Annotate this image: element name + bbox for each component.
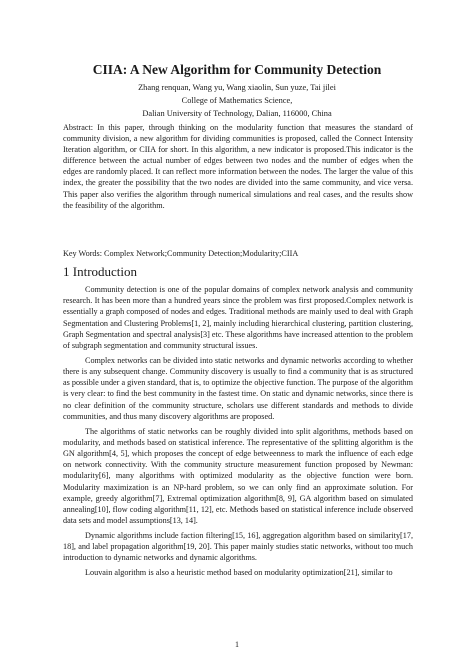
- introduction-body: [63, 284, 413, 582]
- paragraph: Louvain algorithm is also a heuristic method based on modularity optimization[21], similar to: [85, 568, 393, 578]
- paragraph: Community detection is one of the popular domains of complex network analysis and community research. It has been more than a hundred years since the problem was first proposed.Complex network is essentially a graph composed of nodes and edges. Traditional methods are mainly used to deal with Graph Segmentation and Clustering Problems[1, 2], mainly including hierarchical clustering, partition clustering, Graph Segmentation and spectral analysis[3] etc. These algorithms have increased attention to the problem of subgraph segmentation and community structural issues.: [63, 285, 413, 351]
- keywords: Key Words: Complex Network;Community Detection;Modularity;CIIA: [63, 249, 299, 258]
- paragraph: The algorithms of static networks can be roughly divided into split algorithms, methods based on modularity, and methods based on statistical inference. The representative of the splitting algorithm is the GN algorithm[4, 5], which proposes the concept of edge betweenness to mark the influence of each edge on network connectivity. With the community structure measurement function proposed by Newman: modularity[6], many algorithms with optimized modularity as the objective function were born. Modularity maximization is an NP-hard problem, so we can only find an approximate solution. For example, greedy algorithm[7], Extremal optimization algorithm[8, 9], GA algorithm based on simulated annealing[10], flow coding algorithm[11, 12], etc. Methods based on statistical inference include observed data sets and model assumptions[13, 14].: [63, 426, 413, 526]
- authors: Zhang renquan, Wang yu, Wang xiaolin, Sun yuze, Tai jilei: [138, 83, 336, 92]
- paragraph: Dynamic algorithms include faction filtering[15, 16], aggregation algorithm based on similarity[17, 18], and label propagation algorithm[19, 20]. This paper mainly studies static networks, without too much introduction to dynamic networks and dynamic algorithms.: [63, 531, 413, 563]
- page-number: 1: [235, 640, 239, 649]
- paragraph: Complex networks can be divided into static networks and dynamic networks according to whether there is any subsequent change. Community discovery is usually to find a community that is as structured as possible under a given standard, that is, to optimize the objective function. The purpose of the algorithm is very clear: to find the best community in the fastest time. On static and dynamic networks, since there is no clear definition of the community structure, scholars use different standards and methods to divide communities, and thus many discovery algorithms are proposed.: [63, 355, 414, 421]
- abstract: Abstract: In this paper, through thinking on the modularity function that measures the standard of community division, a new algorithm for dividing communities is proposed, called the Connect Intensity Iteration algorithm, or CIIA for short. In this algorithm, a new indicator is proposed.This indicator is the difference between the actual number of edges between two nodes and the number of edges when the edges are randomly placed. It can reflect more information between the nodes. The larger the value of this index, the greater the possibility that the two nodes are divided into the same community, and vice versa. This paper also verifies the algorithm through numerical simulations and real cases, and the results show the feasibility of the algorithm.: [63, 123, 413, 210]
- paper-title: CIIA: A New Algorithm for Community Detection: [92, 62, 382, 77]
- section-heading-introduction: 1 Introduction: [63, 264, 138, 279]
- affiliation-university: Dalian University of Technology, Dalian, 116000, China: [142, 109, 332, 118]
- affiliation-college: College of Mathematics Science,: [181, 96, 293, 105]
